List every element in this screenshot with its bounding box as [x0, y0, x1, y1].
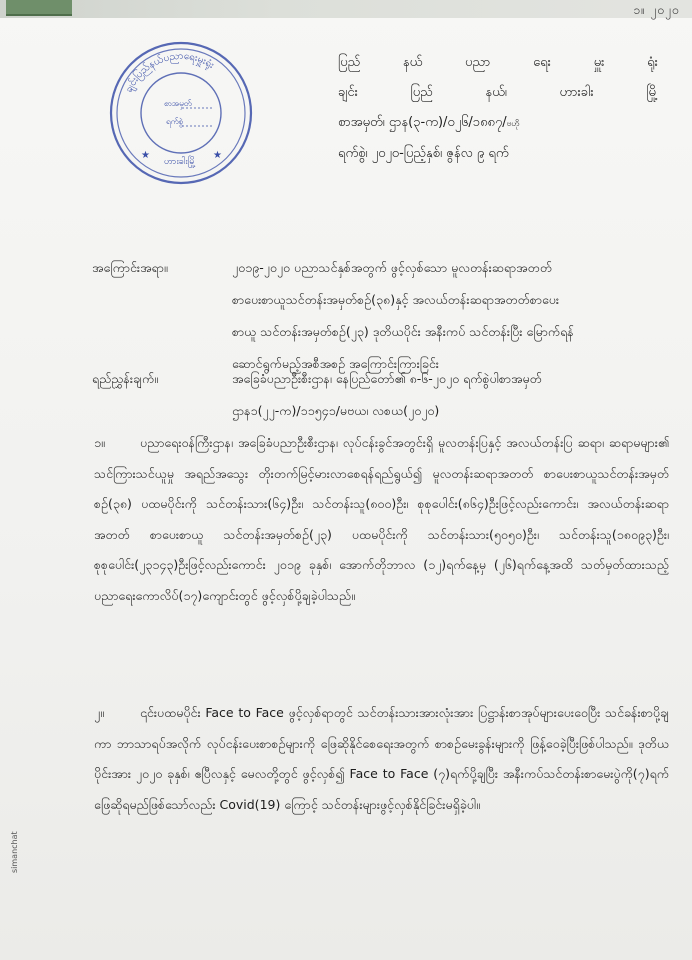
official-seal — [106, 38, 256, 188]
subject-label: အကြောင်းအရာ။ — [92, 260, 168, 275]
photo-top-strip — [0, 0, 692, 18]
reference-block — [92, 363, 672, 427]
subject-block — [92, 252, 672, 380]
header-word: ရေး — [533, 55, 551, 70]
paragraph-number: ၁။ — [94, 435, 105, 450]
paragraph-2 — [94, 698, 669, 820]
header-word: နယ် — [402, 55, 423, 70]
letter-number-suffix: ဗဟို — [506, 119, 520, 128]
header-word: ပြည် — [410, 85, 433, 100]
header-word: မြို့ — [646, 85, 658, 100]
header-word: ပညာ — [465, 55, 491, 70]
header-word: မှူး — [593, 55, 605, 70]
seal-bottom-text: ဟားခါးမြို့ — [164, 157, 196, 167]
seal-star-right: ★ — [213, 150, 222, 161]
header-word: ပြည် — [338, 55, 361, 70]
header-word: နယ်၊ — [485, 85, 507, 100]
paragraph-number: ၂။ — [94, 705, 104, 720]
seal-center-line2: ရက်စွဲ — [166, 117, 183, 126]
letter-number: စာအမှတ်၊ ဌာန(၃-က)/၀၂၆/၁၈၈၇/ဗဟို — [338, 115, 520, 130]
header-location-line — [338, 78, 658, 108]
paragraph-text: ၎င်းပထမပိုင်း Face to Face ဖွင့်လှစ်ရာတွင် သင်တန်းသားအားလုံးအား ပြဋ္ဌာန်းစာအုပ်များပေးဝေပြီး သင်ခန်းစာပို့ချကာ ဘာသာရပ်အလိုက် လုပ်ငန်းပေးစာစဉ်များကို ဖြေဆိုနိုင်စေရေးအတွက် စာစဉ်မေးခွန်းများကို ဖြန့်ဝေခဲ့ပြီးဖြစ်ပါသည်။ ဒုတိယပိုင်းအား ၂၀၂၀ ခုနှစ်၊ ဧပြီလနှင့် မေလတို့တွင် ဖွင့်လှစ်၍ Face to Face (၇)ရက်ပို့ချပြီး အနီးကပ်သင်တန်းစာမေးပွဲကို(၇)ရက်ဖြေဆိုရမည်ဖြစ်သော်လည်း Covid(19) ကြောင့် သင်တန်းများဖွင့်လှစ်နိုင်ခြင်းမရှိခဲ့ပါ။ — [94, 705, 669, 812]
top-cut-text: ၁။ ၂၀၂၀ — [633, 3, 680, 17]
seal-center-line1: စာအမှတ် — [164, 99, 192, 108]
header-word: ချင်း — [338, 85, 358, 100]
reference-text: အခြေခံပညာဦးစီးဌာန၊ နေပြည်တော်၏ ၈-၆-၂၀၂၀ ရက်စွဲပါစာအမှတ် ဌာန၁(၂၂-က)/၁၁၅၄၁/မဗယ၊ လစယ(၂၀၂၀) — [232, 371, 542, 418]
subject-text: ၂၀၁၉-၂၀၂၀ ပညာသင်နှစ်အတွက် ဖွင့်လှစ်သော မူလတန်းဆရာအတတ် စာပေးစာယူသင်တန်းအမှတ်စဉ်(၃၈)နှင့် အလယ်တန်းဆရာအတတ်စာပေး စာယူ သင်တန်းအမှတ်စဉ်(၂၃) ဒုတိယပိုင်း အနီးကပ် သင်တန်းပြီး မြောက်ရန် ဆောင်ရွက်မည့်အစီအစဉ် အကြောင်းကြားခြင်း — [232, 260, 574, 371]
paragraph-text: ပညာရေးဝန်ကြီးဌာန၊ အခြေခံပညာဦးစီးဌာန၊ လုပ်ငန်းခွင်အတွင်းရှိ မူလတန်းပြနှင့် အလယ်တန်းပြ ဆရာ၊ ဆရာမများ၏ သင်ကြားသင်ယူမှု အရည်အသွေး တိုးတက်မြင့်မားလာစေရန်ရည်ရွယ်၍ မူလတန်းဆရာအတတ် စာပေးစာယူသင်တန်းအမှတ်စဉ်(၃၈) ပထမပိုင်းကို သင်တန်းသား(၆၄)ဦး၊ သင်တန်းသူ(၈၀၀)ဦး၊ စုစုပေါင်း(၈၆၄)ဦးဖြင့်လည်းကောင်း၊ အလယ်တန်းဆရာအတတ် စာပေးစာယူ သင်တန်းအမှတ်စဉ်(၂၃) ပထမပိုင်းကို သင်တန်းသား(၅၀၅၀)ဦး၊ သင်တန်းသူ(၁၈၀၉၃)ဦး၊ စုစုပေါင်း(၂၃၁၄၃)ဦးဖြင့်လည်းကောင်း ၂၀၁၉ ခုနှစ်၊ အောက်တိုဘာလ (၁၂)ရက်နေ့မှ (၂၆)ရက်နေ့အထိ သတ်မှတ်ထားသည့် ပညာရေးကောလိပ်(၁၇)ကျောင်းတွင် ဖွင့်လှစ်ပို့ချခဲ့ပါသည်။ — [94, 435, 669, 603]
margin-watermark: simanchat — [10, 831, 19, 873]
paragraph-1 — [94, 428, 669, 611]
green-tab-mark — [6, 0, 72, 16]
header-word: ရုံး — [647, 55, 658, 70]
header-office-line — [338, 48, 658, 78]
reference-label: ရည်ညွှန်းချက်။ — [92, 371, 159, 386]
letter-date: ရက်စွဲ၊ ၂၀၂၀-ပြည့်နှစ်၊ ဇွန်လ ၉ ရက် — [338, 146, 509, 161]
letter-header — [338, 48, 658, 169]
seal-ring-text: ချင်းပြည်နယ်ပညာရေးမှူးရုံး — [123, 50, 216, 95]
seal-star-left: ★ — [141, 150, 150, 161]
header-word: ဟားခါး — [559, 85, 594, 100]
